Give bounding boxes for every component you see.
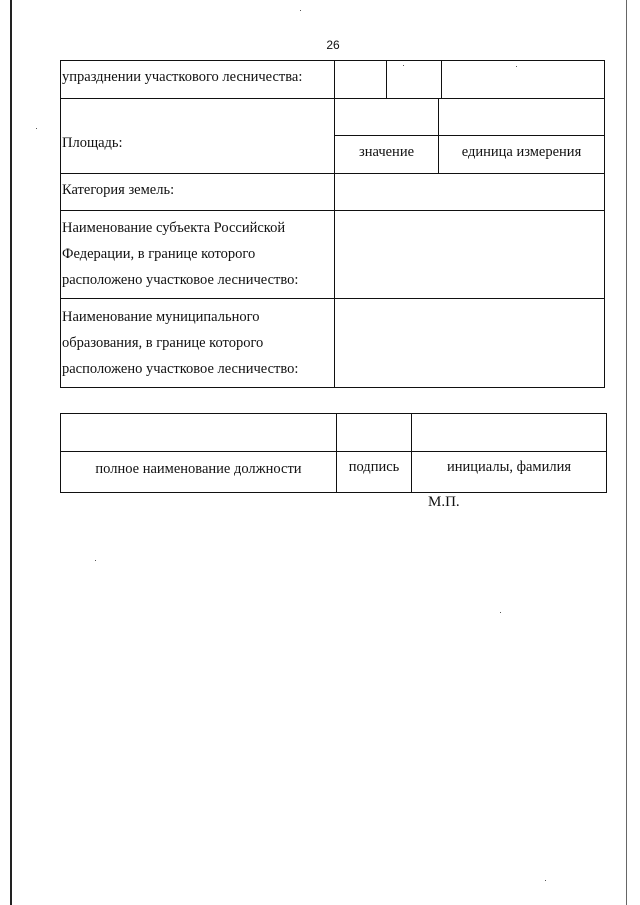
row-area-label: Площадь:	[62, 135, 123, 151]
row-upraznenie-value-cell-2[interactable]	[386, 60, 442, 99]
page-number: 26	[326, 38, 340, 52]
row-land-category-value-cell[interactable]	[334, 173, 605, 211]
area-unit-input-cell[interactable]	[438, 98, 605, 136]
signature-input-cell[interactable]	[336, 413, 412, 452]
row-land-category-label: Категория земель:	[62, 182, 175, 198]
name-caption: инициалы, фамилия	[446, 459, 572, 475]
position-input-cell[interactable]	[60, 413, 337, 452]
position-caption: полное наименование должности	[95, 461, 302, 477]
row-municipality-label-line-1: Наименование муниципального	[62, 309, 260, 325]
scan-speck	[545, 880, 546, 881]
area-value-caption: значение	[358, 144, 415, 160]
signature-caption: подпись	[348, 459, 400, 475]
scan-speck	[403, 65, 404, 66]
area-unit-caption: единица измерения	[461, 144, 582, 160]
area-value-input-cell[interactable]	[334, 98, 439, 136]
scan-speck	[516, 66, 517, 67]
row-subject-value-cell[interactable]	[334, 210, 605, 299]
scan-speck	[36, 128, 37, 129]
row-subject-label-line-2: Федерации, в границе которого	[62, 246, 256, 262]
scan-speck	[95, 560, 96, 561]
row-upraznenie-label: упразднении участкового лесничества:	[62, 69, 303, 85]
scan-speck	[500, 612, 501, 613]
name-input-cell[interactable]	[411, 413, 607, 452]
row-municipality-label-line-3: расположено участковое лесничество:	[62, 361, 299, 377]
row-upraznenie-value-cell-1[interactable]	[334, 60, 387, 99]
scan-speck	[300, 10, 301, 11]
row-municipality-label-line-2: образования, в границе которого	[62, 335, 264, 351]
row-subject-label-line-1: Наименование субъекта Российской	[62, 220, 286, 236]
scan-edge-left	[10, 0, 12, 905]
row-upraznenie-value-cell-3[interactable]	[441, 60, 605, 99]
row-municipality-value-cell[interactable]	[334, 298, 605, 388]
stamp-label: М.П.	[428, 494, 460, 510]
row-subject-label-line-3: расположено участковое лесничество:	[62, 272, 299, 288]
scan-edge-right	[626, 0, 627, 905]
